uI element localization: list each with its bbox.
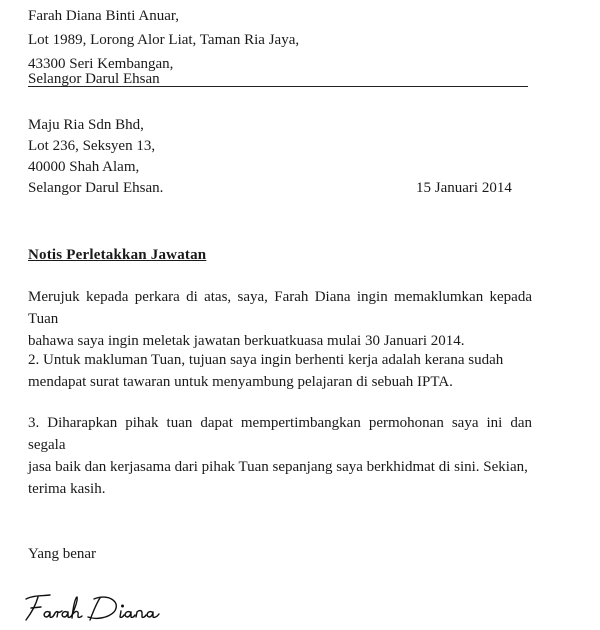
closing-salutation: Yang benar [28,546,97,562]
recipient-address-line: Lot 236, Seksyen 13, [28,138,156,154]
recipient-address-line: 40000 Shah Alam, [28,159,140,175]
sender-address-line: Selangor Darul Ehsan [28,71,160,87]
header-divider [28,86,528,87]
paragraph-line: mendapat surat tawaran untuk menyambung pelajaran di sebuah IPTA. [28,374,453,390]
paragraph-line: terima kasih. [28,481,106,497]
paragraph-line: 2. Untuk makluman Tuan, tujuan saya ingin berhenti kerja adalah kerana sudah [28,352,504,368]
paragraph-line: Merujuk kepada perkara di atas, saya, Farah Diana ingin memaklumkan kepada Tuan [28,289,532,327]
recipient-name: Maju Ria Sdn Bhd, [28,117,144,133]
letter-date: 15 Januari 2014 [416,180,512,196]
body-paragraph [28,349,532,393]
letter-title: Notis Perletakkan Jawatan [28,247,207,263]
body-paragraph [28,286,532,352]
sender-address-line: 43300 Seri Kembangan, [28,56,174,72]
recipient-address-line: Selangor Darul Ehsan. [28,180,164,196]
paragraph-line: bahawa saya ingin meletak jawatan berkuatkuasa mulai 30 Januari 2014. [28,333,465,349]
sender-name: Farah Diana Binti Anuar, [28,8,180,24]
paragraph-line: jasa baik dan kerjasama dari pihak Tuan sepanjang saya berkhidmat di sini. Sekian, [28,459,528,475]
paragraph-line: 3. Diharapkan pihak tuan dapat mempertimbangkan permohonan saya ini dan segala [28,415,532,453]
handwritten-signature [22,590,172,624]
body-paragraph [28,412,532,500]
sender-address-line: Lot 1989, Lorong Alor Liat, Taman Ria Jaya, [28,32,300,48]
